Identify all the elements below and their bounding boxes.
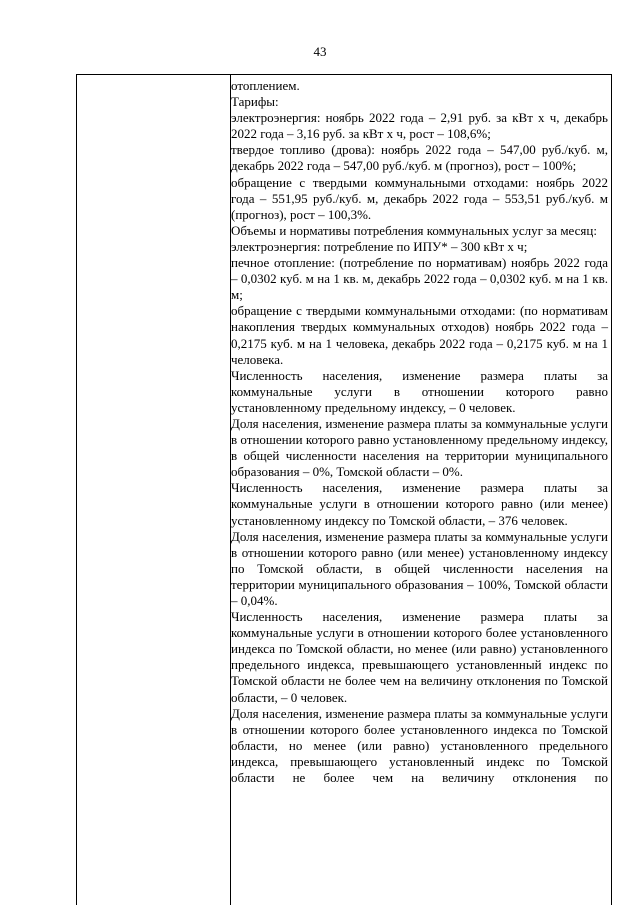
paragraph-population-share-above: Доля населения, изменение размера платы за коммунальные услуги в отношении которого более установленного индекса по Томской области, но менее (или равно) установленного предельного индекса, превышающего установленный индекс по Томской области не более чем на величину отклонения по	[231, 705, 608, 786]
paragraph-tariffs-heading: Тарифы:	[231, 94, 279, 110]
paragraph-population-count-limit: Численность населения, изменение размера платы за коммунальные услуги в отношении которого равно установленному предельному индексу, – 0 человек.	[231, 367, 608, 415]
paragraph-population-count-above: Численность населения, изменение размера платы за коммунальные услуги в отношении которого более установленного индекса по Томской области, но менее (или равно) установленного предельного индекса, превышающего установленный индекс по Томской области не более чем на величину отклонения по Томской области, – 0 человек.	[231, 609, 608, 705]
paragraph-volume-electricity: электроэнергия: потребление по ИПУ* – 300 кВт х ч;	[231, 238, 528, 254]
document-table	[76, 74, 612, 905]
paragraph-volume-heating: печное отопление: (потребление по нормативам) ноябрь 2022 года – 0,0302 куб. м на 1 кв. м, декабрь 2022 года – 0,0302 куб. м на 1 кв. м;	[231, 255, 608, 303]
paragraph-tariff-solid-fuel: твердое топливо (дрова): ноябрь 2022 года – 547,00 руб./куб. м, декабрь 2022 года – 547,00 руб./куб. м (прогноз), рост – 100%;	[231, 142, 608, 174]
paragraph-population-share-limit: Доля населения, изменение размера платы за коммунальные услуги в отношении которого равно установленному предельному индексу, в общей численности населения на территории муниципального образования – 0%, Томской области – 0%.	[231, 415, 608, 480]
paragraph-population-count-regional: Численность населения, изменение размера платы за коммунальные услуги в отношении которого равно (или менее) установленному индексу по Томской области, – 376 человек.	[231, 480, 608, 528]
page-number: 43	[313, 44, 327, 59]
paragraph-volumes-heading: Объемы и нормативы потребления коммунальных услуг за месяц:	[231, 222, 597, 238]
paragraph-population-share-regional: Доля населения, изменение размера платы за коммунальные услуги в отношении которого равно (или менее) установленному индексу по Томской области, в общей численности населения на территории муниципального образования – 100%, Томской области – 0,04%.	[231, 528, 608, 608]
table-left-column	[77, 75, 231, 905]
paragraph-tariff-waste: обращение с твердыми коммунальными отходами: ноябрь 2022 года – 551,95 руб./куб. м, декабрь 2022 года – 553,51 руб./куб. м (прогноз), рост – 100,3%.	[231, 174, 608, 222]
paragraph-volume-waste: обращение с твердыми коммунальными отходами: (по нормативам накопления твердых коммунальных отходов) ноябрь 2022 года – 0,2175 куб. м на 1 человека, декабрь 2022 года – 0,2175 куб. м на 1 человека.	[231, 303, 608, 367]
paragraph-tariff-electricity: электроэнергия: ноябрь 2022 года – 2,91 руб. за кВт х ч, декабрь 2022 года – 3,16 руб. за кВт х ч, рост – 108,6%;	[231, 110, 608, 142]
paragraph-heating: отоплением.	[231, 78, 300, 93]
table-right-column	[231, 78, 608, 786]
